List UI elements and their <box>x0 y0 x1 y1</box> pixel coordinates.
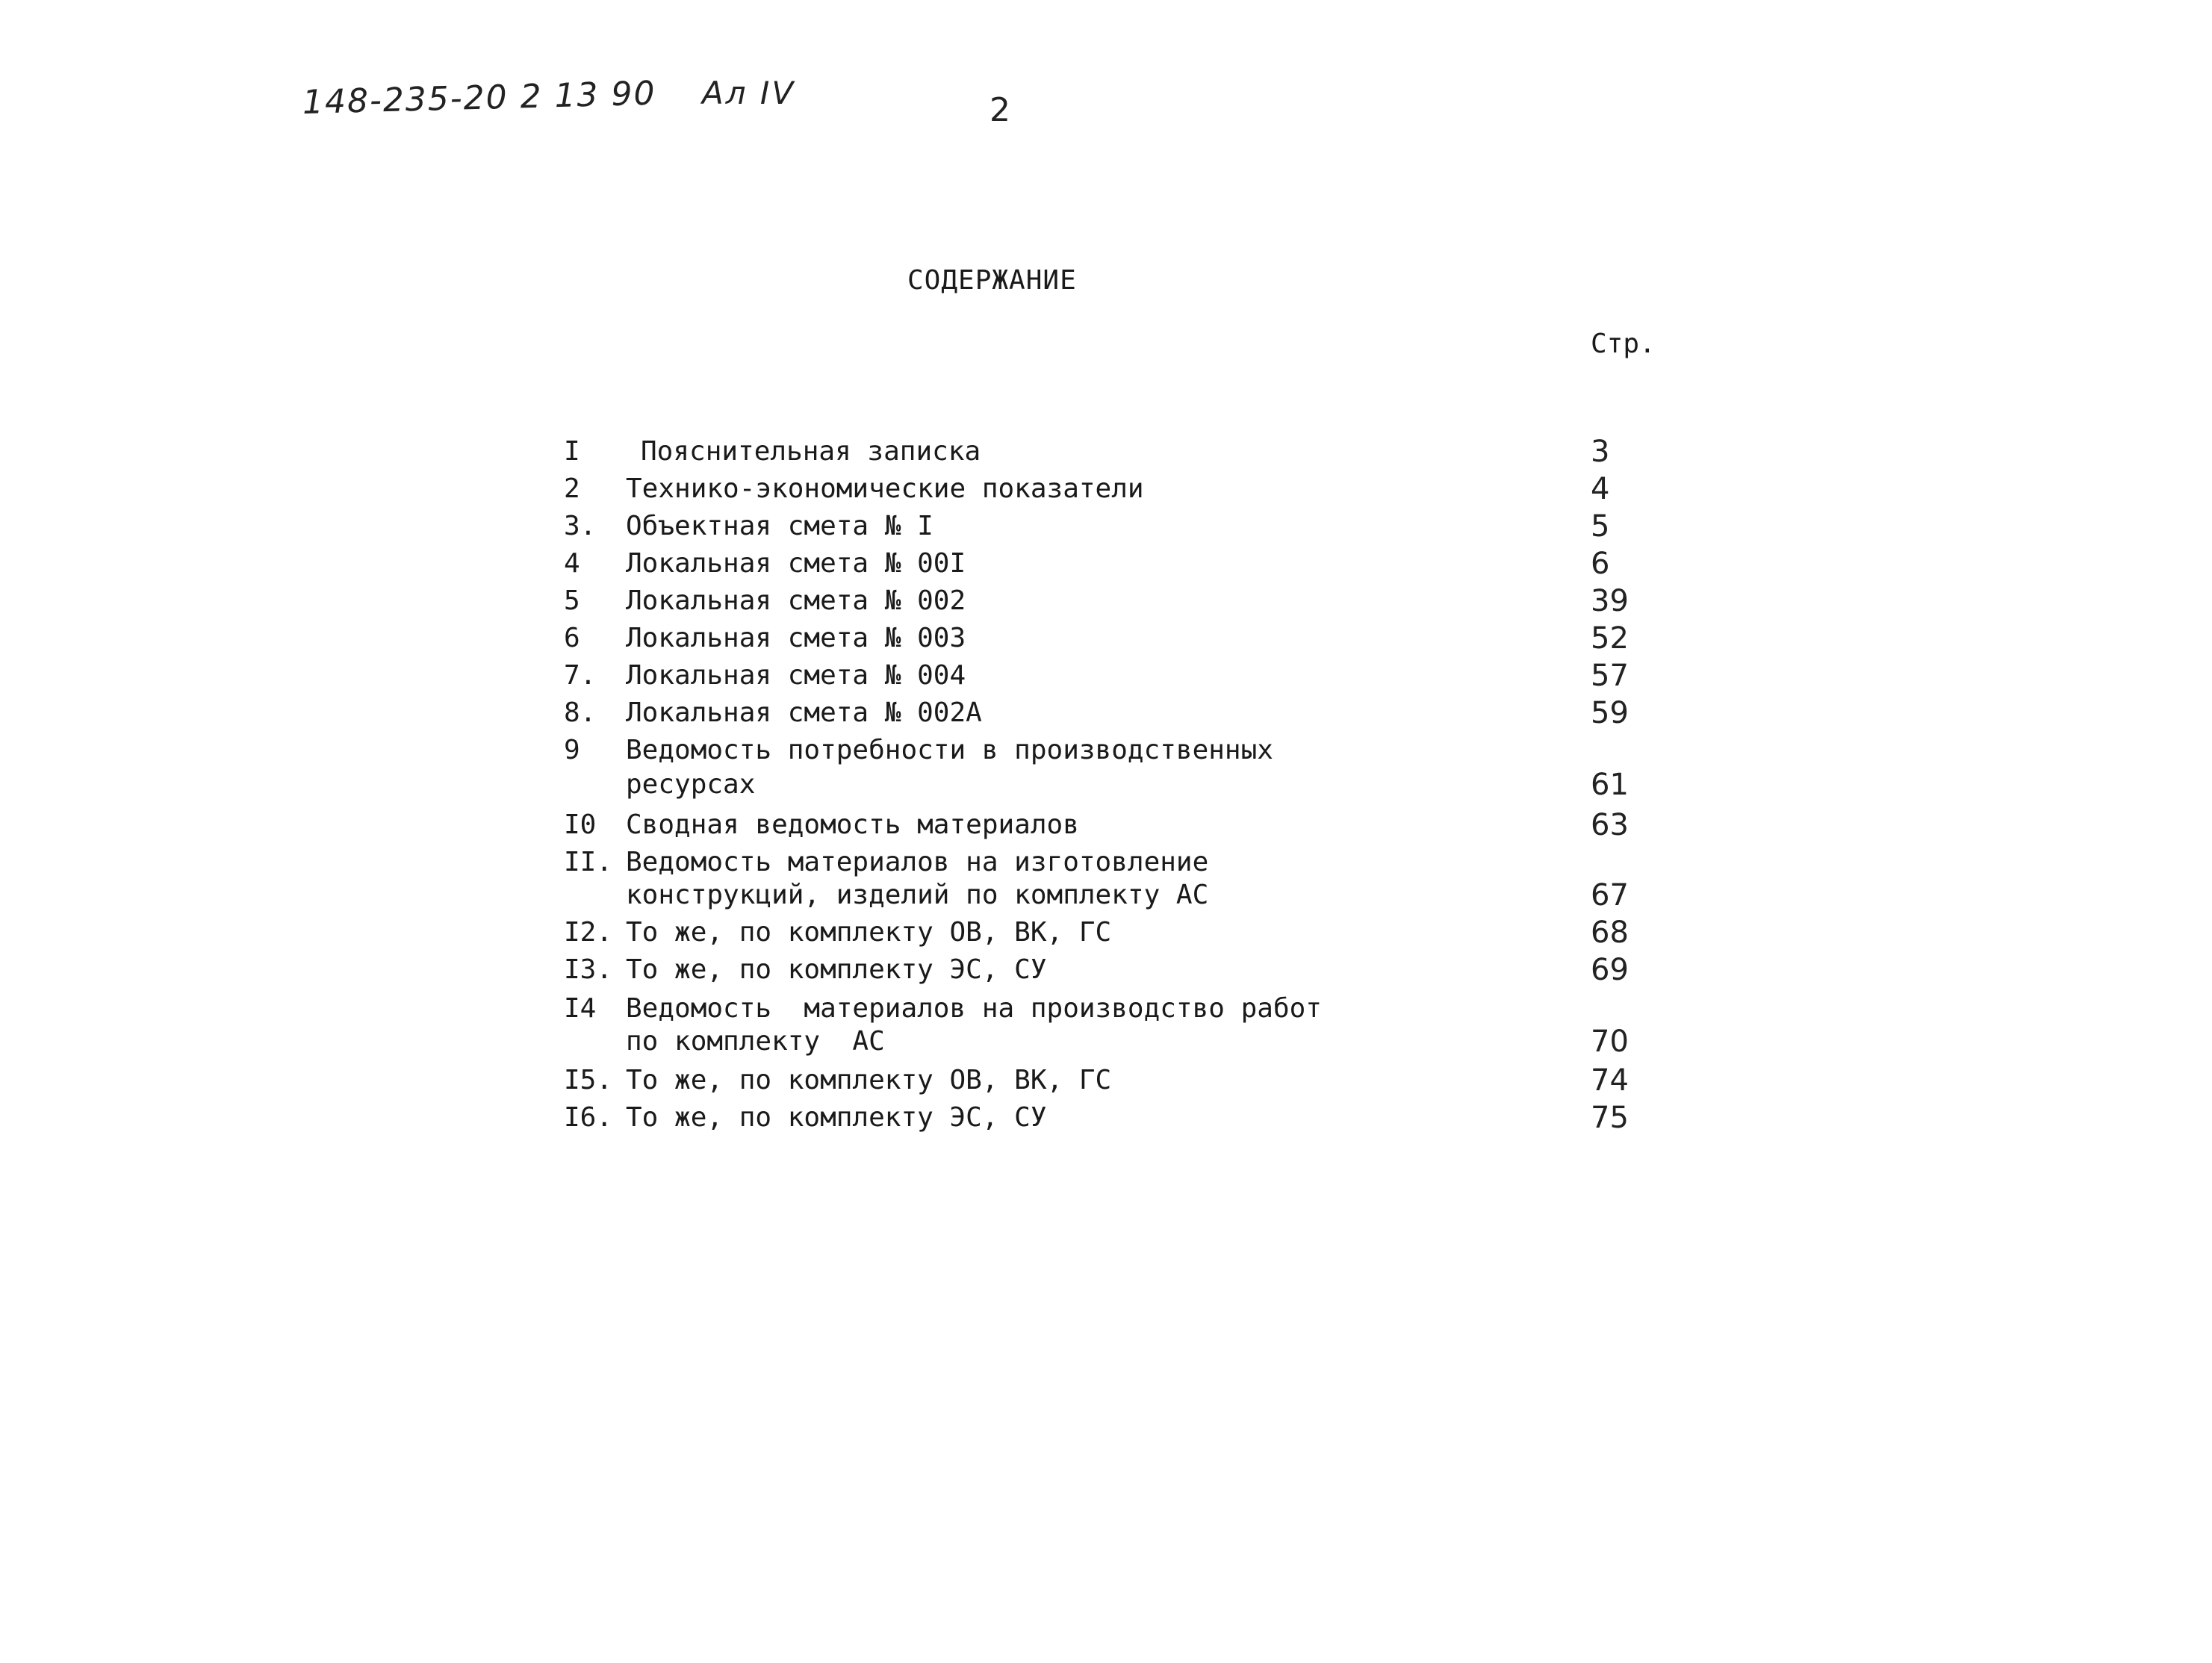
toc-item-number: 3. <box>564 511 597 541</box>
toc-item-title: Технико-экономические показатели <box>626 473 1144 504</box>
toc-item-number: 6 <box>564 623 580 653</box>
sheet-mark: Ал IV <box>702 75 796 111</box>
toc-item-title: Локальная смета № 003 <box>626 623 966 653</box>
toc-item-title: То же, по комплекту ЭС, СУ <box>626 954 1047 985</box>
toc-item-title-line-2: ресурсах <box>626 769 756 800</box>
toc-item-page: 5 <box>1591 509 1610 544</box>
toc-item-page: 74 <box>1591 1063 1629 1098</box>
toc-item-title: Ведомость материалов на изготовление <box>626 847 1209 877</box>
toc-item-page: 39 <box>1591 584 1629 618</box>
toc-item-page: 69 <box>1591 953 1629 987</box>
toc-item-page: 75 <box>1591 1101 1629 1135</box>
toc-item-number: I0 <box>564 809 597 840</box>
toc-item-number: 2 <box>564 473 580 504</box>
toc-item-number: I5. <box>564 1065 613 1095</box>
toc-item-number: II. <box>564 847 613 877</box>
toc-item-number: 8. <box>564 697 597 728</box>
toc-item-page: 3 <box>1591 435 1610 469</box>
toc-item-title: Ведомость потребности в производственных <box>626 735 1273 765</box>
document-code: 148-235-20 2 13 90 <box>302 74 657 122</box>
toc-item-number: 7. <box>564 660 597 691</box>
toc-item-page: 63 <box>1591 808 1629 842</box>
toc-item-number: 9 <box>564 735 580 765</box>
toc-item-page: 57 <box>1591 659 1629 693</box>
toc-item-title: Локальная смета № 004 <box>626 660 966 691</box>
toc-item-page: 59 <box>1591 696 1629 730</box>
toc-item-title: Локальная смета № 002 <box>626 585 966 616</box>
toc-item-page: 4 <box>1591 472 1610 506</box>
toc-item-title: То же, по комплекту ЭС, СУ <box>626 1102 1047 1133</box>
toc-item-number: I4 <box>564 993 597 1024</box>
toc-item-title: Локальная смета № 00I <box>626 548 966 579</box>
toc-item-page: 52 <box>1591 621 1629 656</box>
toc-item-title: То же, по комплекту ОВ, ВК, ГС <box>626 1065 1112 1095</box>
toc-item-number: I2. <box>564 917 613 948</box>
toc-item-title: Сводная ведомость материалов <box>626 809 1079 840</box>
page-title: СОДЕРЖАНИЕ <box>907 265 1077 296</box>
toc-item-title: Локальная смета № 002А <box>626 697 982 728</box>
toc-item-title: Пояснительная записка <box>641 436 981 467</box>
page-number: 2 <box>990 91 1010 129</box>
toc-item-page: 61 <box>1591 768 1629 802</box>
toc-item-page: 67 <box>1591 878 1629 913</box>
toc-item-title-line-2: по комплекту АС <box>626 1026 885 1057</box>
toc-item-number: 4 <box>564 548 580 579</box>
toc-item-title: То же, по комплекту ОВ, ВК, ГС <box>626 917 1112 948</box>
toc-item-page: 6 <box>1591 547 1610 581</box>
toc-item-number: I <box>564 436 580 467</box>
toc-item-page: 68 <box>1591 916 1629 950</box>
toc-item-title-line-2: конструкций, изделий по комплекту АС <box>626 880 1209 910</box>
toc-item-number: 5 <box>564 585 580 616</box>
toc-item-title: Объектная смета № I <box>626 511 933 541</box>
toc-item-title: Ведомость материалов на производство работ <box>626 993 1322 1024</box>
toc-item-page: 70 <box>1591 1025 1629 1059</box>
page-column-label: Стр. <box>1591 329 1656 359</box>
toc-item-number: I3. <box>564 954 613 985</box>
toc-item-number: I6. <box>564 1102 613 1133</box>
